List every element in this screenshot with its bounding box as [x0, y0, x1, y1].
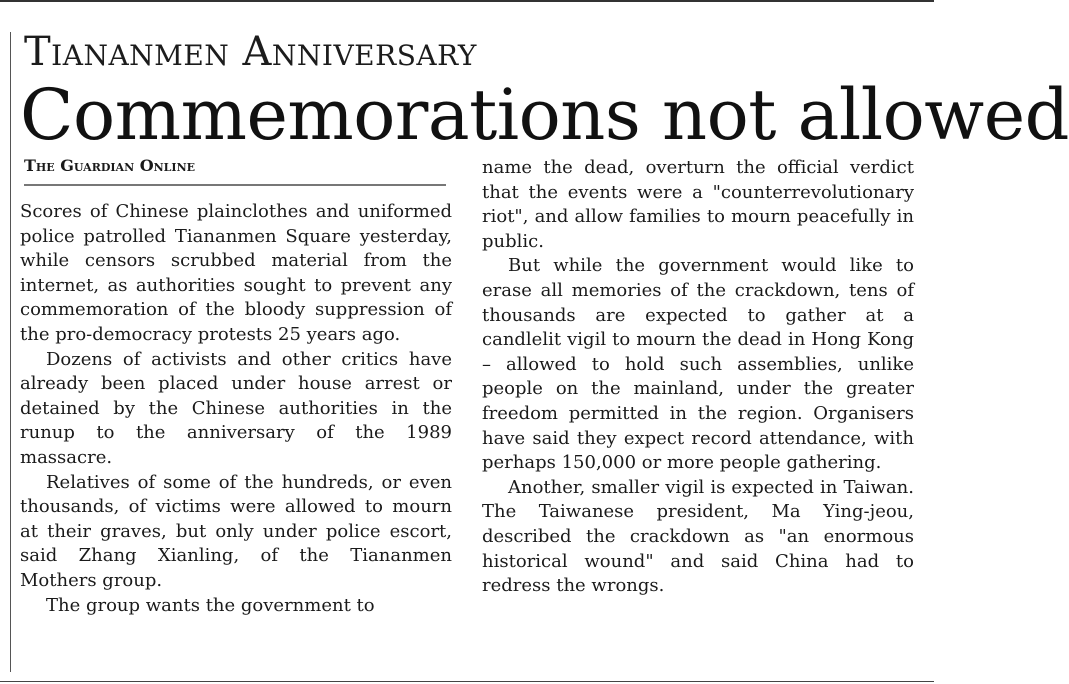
source-divider	[24, 184, 446, 186]
paragraph: Another, smaller vigil is expected in Taiwan. The Taiwanese president, Ma Ying-jeou, described the crackdown as "an enormous historical wound" and said China had to redress the wrongs.	[482, 476, 914, 597]
paragraph: But while the government would like to erase all memories of the crackdown, tens of thousands are expected to gather at a candlelit vigil to mourn the dead in Hong Kong – allowed to hold such assemblies, unlike people on the mainland, under the greater freedom permitted in the region. Organisers have said they expect record attendance, with perhaps 150,000 or more people gathering.	[482, 255, 914, 474]
bottom-rule	[0, 681, 934, 682]
paragraph: name the dead, overturn the official verdict that the events were a "counterrevolutionary riot", and allow families to mourn peacefully in public.	[482, 157, 914, 252]
article-column-left	[20, 200, 452, 618]
paragraph: The group wants the government to	[46, 594, 375, 616]
left-rule	[10, 32, 11, 672]
article-source: The Guardian Online	[24, 156, 196, 175]
top-rule	[0, 0, 934, 2]
article-kicker: Tiananmen Anniversary	[24, 29, 477, 75]
paragraph: Dozens of activists and other critics have already been placed under house arrest or detained by the Chinese authorities in the runup to the anniversary of the 1989 massacre.	[20, 348, 452, 468]
article-column-right	[482, 156, 914, 599]
paragraph: Scores of Chinese plainclothes and uniformed police patrolled Tiananmen Square yesterday, while censors scrubbed material from the internet, as authorities sought to prevent any commemoration of the bloody suppression of the pro-democracy protests 25 years ago.	[20, 201, 452, 345]
paragraph: Relatives of some of the hundreds, or even thousands, of victims were allowed to mourn at their graves, but only under police escort, said Zhang Xianling, of the Tiananmen Mothers group.	[20, 471, 452, 591]
article-headline: Commemorations not allowed	[20, 74, 1069, 156]
